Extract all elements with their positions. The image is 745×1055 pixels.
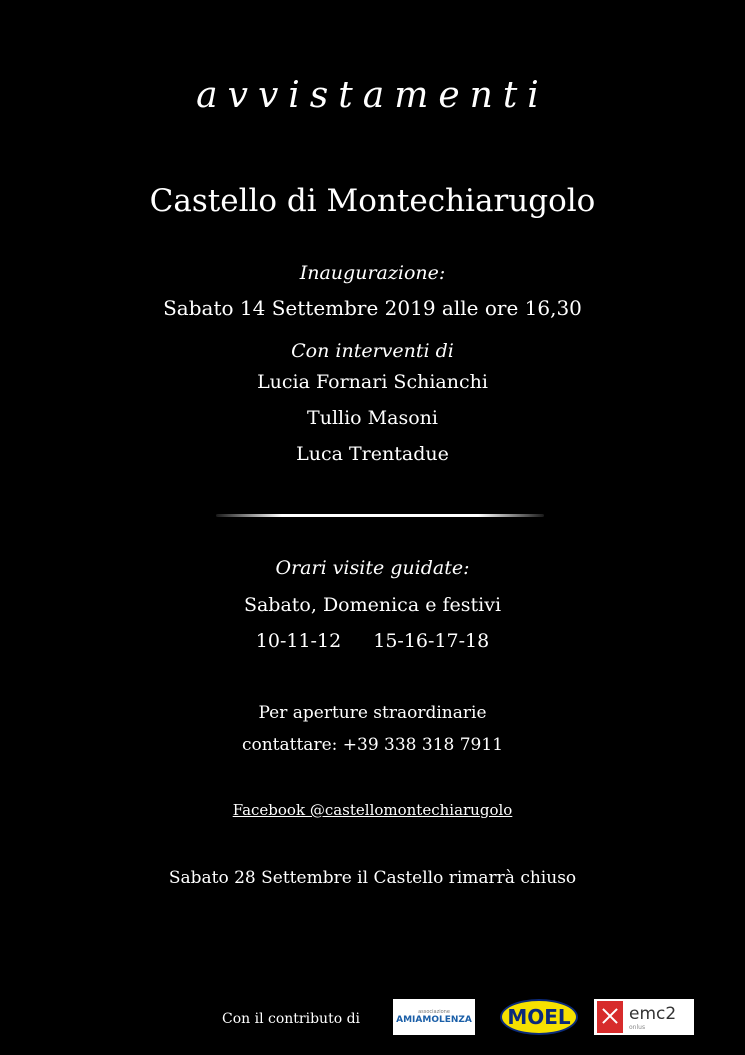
emc2-mark-icon (597, 1001, 623, 1033)
extra-openings-line: Per aperture straordinarie (258, 703, 487, 723)
visits-label: Orari visite guidate: (275, 557, 470, 579)
speaker-name: Lucia Fornari Schianchi (257, 371, 488, 393)
visits-days: Sabato, Domenica e festivi (243, 594, 502, 616)
hours-afternoon: 15-16-17-18 (373, 630, 490, 652)
opening-label: Inaugurazione: (299, 262, 446, 284)
hours-morning: 10-11-12 (255, 630, 342, 652)
contact-phone: contattare: +39 338 318 7911 (241, 735, 504, 755)
closed-notice: Sabato 28 Settembre il Castello rimarrà chiuso (168, 868, 577, 888)
speakers-label: Con interventi di (291, 340, 454, 362)
visits-hours (0, 630, 745, 652)
venue-title: Castello di Montechiarugolo (149, 183, 596, 219)
opening-date: Sabato 14 Settembre 2019 alle ore 16,30 (163, 296, 582, 320)
speaker-name: Tullio Masoni (307, 407, 438, 429)
emc2-logo: emc2 onlus (594, 999, 694, 1035)
facebook-link[interactable]: Facebook @castellomontechiarugolo (232, 801, 513, 819)
sponsors-label: Con il contributo di (222, 1011, 361, 1027)
divider-line (216, 514, 544, 517)
moel-logo: MOEL (500, 999, 578, 1035)
speaker-name: Luca Trentadue (296, 443, 449, 465)
amiamolenza-logo: associazione AMIAMOLENZA (393, 999, 475, 1035)
event-title-script: avvistamenti (196, 75, 549, 116)
